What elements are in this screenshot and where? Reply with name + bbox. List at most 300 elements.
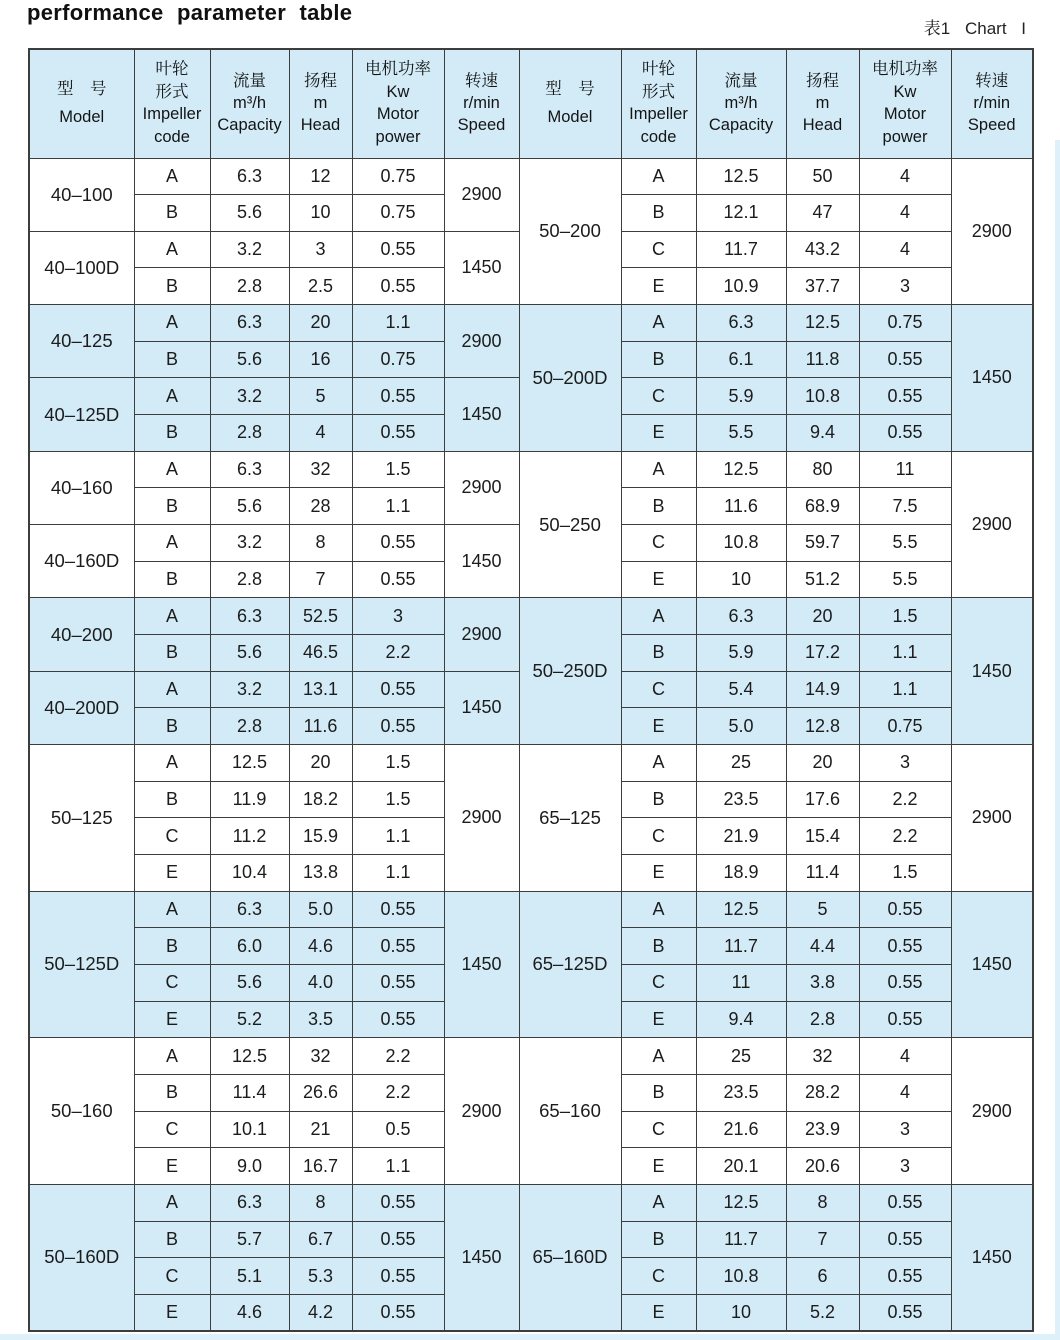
power-cell: 5.5 — [859, 525, 951, 562]
capacity-cell: 3.2 — [210, 525, 289, 562]
speed-cell: 1450 — [444, 378, 519, 451]
capacity-cell: 25 — [696, 745, 786, 782]
model-cell: 40–200D — [29, 671, 134, 744]
head-cell: 5.3 — [289, 1258, 352, 1295]
header-head-right — [786, 49, 859, 158]
page-edge-right — [1055, 140, 1060, 1340]
capacity-cell: 5.6 — [210, 488, 289, 525]
header-capacity-right — [696, 49, 786, 158]
impeller-code-cell: E — [621, 415, 696, 452]
speed-cell: 1450 — [951, 598, 1033, 745]
model-cell: 40–100D — [29, 231, 134, 304]
head-cell: 7 — [289, 561, 352, 598]
header-speed-left — [444, 49, 519, 158]
header-line: 叶轮 — [642, 60, 675, 79]
head-cell: 32 — [289, 451, 352, 488]
model-cell: 40–160 — [29, 451, 134, 524]
power-cell: 1.1 — [352, 488, 444, 525]
power-cell: 0.55 — [859, 378, 951, 415]
power-cell: 0.55 — [352, 1258, 444, 1295]
impeller-code-cell: B — [134, 781, 210, 818]
capacity-cell: 6.3 — [210, 158, 289, 195]
impeller-code-cell: A — [134, 305, 210, 342]
header-line: 型 号 — [57, 79, 107, 98]
impeller-code-cell: A — [621, 451, 696, 488]
header-line: m³/h — [233, 94, 266, 113]
capacity-cell: 5.6 — [210, 964, 289, 1001]
capacity-cell: 10.9 — [696, 268, 786, 305]
power-cell: 3 — [859, 268, 951, 305]
capacity-cell: 6.3 — [210, 451, 289, 488]
capacity-cell: 6.3 — [696, 305, 786, 342]
header-line: power — [882, 127, 928, 146]
power-cell: 0.5 — [352, 1111, 444, 1148]
capacity-cell: 4.6 — [210, 1294, 289, 1331]
head-cell: 15.4 — [786, 818, 859, 855]
head-cell: 50 — [786, 158, 859, 195]
header-line: 形式 — [155, 82, 189, 101]
impeller-code-cell: B — [621, 341, 696, 378]
model-cell: 50–125D — [29, 891, 134, 1038]
impeller-code-cell: A — [134, 891, 210, 928]
header-line: 电机功率 — [365, 60, 431, 79]
impeller-code-cell: A — [621, 891, 696, 928]
capacity-cell: 11.6 — [696, 488, 786, 525]
head-cell: 23.9 — [786, 1111, 859, 1148]
capacity-cell: 2.8 — [210, 708, 289, 745]
power-cell: 1.1 — [859, 635, 951, 672]
capacity-cell: 20.1 — [696, 1148, 786, 1185]
speed-cell: 1450 — [444, 891, 519, 1038]
speed-cell: 2900 — [951, 451, 1033, 598]
head-cell: 5.0 — [289, 891, 352, 928]
power-cell: 0.55 — [352, 415, 444, 452]
impeller-code-cell: C — [621, 1258, 696, 1295]
head-cell: 16.7 — [289, 1148, 352, 1185]
power-cell: 2.2 — [352, 1074, 444, 1111]
impeller-code-cell: A — [134, 671, 210, 708]
speed-cell: 2900 — [444, 305, 519, 378]
power-cell: 0.55 — [859, 1001, 951, 1038]
header-line: Impeller — [629, 105, 688, 124]
head-cell: 5 — [786, 891, 859, 928]
head-cell: 32 — [786, 1038, 859, 1075]
power-cell: 3 — [859, 745, 951, 782]
power-cell: 5.5 — [859, 561, 951, 598]
model-cell: 50–200D — [519, 305, 621, 452]
head-cell: 4.2 — [289, 1294, 352, 1331]
power-cell: 2.2 — [352, 635, 444, 672]
impeller-code-cell: A — [134, 378, 210, 415]
head-cell: 12 — [289, 158, 352, 195]
head-cell: 7 — [786, 1221, 859, 1258]
speed-cell: 2900 — [951, 745, 1033, 892]
capacity-cell: 18.9 — [696, 854, 786, 891]
speed-cell: 1450 — [444, 1184, 519, 1331]
header-line: 流量 — [233, 71, 266, 90]
model-cell: 65–125D — [519, 891, 621, 1038]
capacity-cell: 11 — [696, 964, 786, 1001]
impeller-code-cell: E — [134, 854, 210, 891]
power-cell: 0.75 — [859, 708, 951, 745]
capacity-cell: 5.5 — [696, 415, 786, 452]
impeller-code-cell: A — [134, 158, 210, 195]
capacity-cell: 6.0 — [210, 928, 289, 965]
capacity-cell: 9.0 — [210, 1148, 289, 1185]
model-cell: 65–160D — [519, 1184, 621, 1331]
power-cell: 4 — [859, 158, 951, 195]
impeller-code-cell: E — [134, 1001, 210, 1038]
power-cell: 0.55 — [859, 415, 951, 452]
impeller-code-cell: E — [134, 1148, 210, 1185]
header-line: power — [375, 127, 421, 146]
capacity-cell: 12.5 — [696, 451, 786, 488]
capacity-cell: 3.2 — [210, 671, 289, 708]
power-cell: 1.5 — [352, 781, 444, 818]
header-line: Capacity — [217, 116, 282, 135]
power-cell: 1.5 — [859, 598, 951, 635]
table-row — [29, 305, 1033, 342]
header-line: Model — [547, 108, 593, 127]
chart-number-label: 表1 Chart I — [923, 19, 1026, 38]
head-cell: 21 — [289, 1111, 352, 1148]
impeller-code-cell: B — [621, 195, 696, 232]
impeller-code-cell: A — [134, 525, 210, 562]
impeller-code-cell: E — [621, 268, 696, 305]
power-cell: 0.55 — [859, 1294, 951, 1331]
power-cell: 0.55 — [352, 928, 444, 965]
header-line: m³/h — [724, 94, 758, 113]
speed-cell: 1450 — [444, 231, 519, 304]
impeller-code-cell: E — [621, 1001, 696, 1038]
capacity-cell: 5.6 — [210, 195, 289, 232]
capacity-cell: 6.3 — [210, 1184, 289, 1221]
speed-cell: 2900 — [951, 158, 1033, 305]
power-cell: 0.55 — [352, 231, 444, 268]
header-impeller-left — [134, 49, 210, 158]
power-cell: 0.75 — [352, 341, 444, 378]
page-title: performance parameter table — [27, 0, 353, 25]
impeller-code-cell: B — [621, 488, 696, 525]
capacity-cell: 10.1 — [210, 1111, 289, 1148]
impeller-code-cell: B — [621, 1221, 696, 1258]
capacity-cell: 10 — [696, 561, 786, 598]
head-cell: 51.2 — [786, 561, 859, 598]
capacity-cell: 11.2 — [210, 818, 289, 855]
impeller-code-cell: C — [621, 525, 696, 562]
power-cell: 0.75 — [352, 195, 444, 232]
header-line: 电机功率 — [872, 60, 938, 79]
head-cell: 80 — [786, 451, 859, 488]
impeller-code-cell: C — [621, 671, 696, 708]
impeller-code-cell: B — [621, 1074, 696, 1111]
model-cell: 40–125D — [29, 378, 134, 451]
head-cell: 8 — [289, 525, 352, 562]
power-cell: 1.1 — [352, 818, 444, 855]
capacity-cell: 2.8 — [210, 561, 289, 598]
speed-cell: 2900 — [444, 1038, 519, 1185]
speed-cell: 2900 — [444, 598, 519, 671]
impeller-code-cell: C — [134, 1258, 210, 1295]
power-cell: 0.55 — [352, 964, 444, 1001]
head-cell: 12.5 — [786, 305, 859, 342]
header-power-left — [352, 49, 444, 158]
power-cell: 0.55 — [352, 708, 444, 745]
power-cell: 4 — [859, 1038, 951, 1075]
power-cell: 0.55 — [352, 1184, 444, 1221]
capacity-cell: 9.4 — [696, 1001, 786, 1038]
page-edge-bottom — [0, 1334, 1060, 1340]
impeller-code-cell: A — [621, 745, 696, 782]
impeller-code-cell: B — [134, 195, 210, 232]
power-cell: 0.55 — [859, 1221, 951, 1258]
capacity-cell: 5.6 — [210, 635, 289, 672]
header-line: Speed — [967, 116, 1016, 135]
capacity-cell: 6.3 — [210, 305, 289, 342]
header-line: 型 号 — [545, 79, 595, 98]
capacity-cell: 11.7 — [696, 1221, 786, 1258]
table-row — [29, 451, 1033, 488]
capacity-cell: 2.8 — [210, 268, 289, 305]
capacity-cell: 5.9 — [696, 635, 786, 672]
power-cell: 0.55 — [859, 1258, 951, 1295]
head-cell: 12.8 — [786, 708, 859, 745]
speed-cell: 1450 — [951, 1184, 1033, 1331]
head-cell: 8 — [289, 1184, 352, 1221]
capacity-cell: 5.0 — [696, 708, 786, 745]
impeller-code-cell: E — [621, 1148, 696, 1185]
header-line: Speed — [457, 116, 506, 135]
model-cell: 65–160 — [519, 1038, 621, 1185]
head-cell: 11.6 — [289, 708, 352, 745]
header-model-left — [29, 49, 134, 158]
capacity-cell: 10 — [696, 1294, 786, 1331]
head-cell: 28 — [289, 488, 352, 525]
head-cell: 17.6 — [786, 781, 859, 818]
header-line: m — [815, 94, 830, 113]
impeller-code-cell: A — [134, 451, 210, 488]
header-line: 流量 — [724, 71, 758, 90]
impeller-code-cell: B — [134, 708, 210, 745]
impeller-code-cell: A — [621, 598, 696, 635]
speed-cell: 1450 — [951, 891, 1033, 1038]
speed-cell: 2900 — [444, 451, 519, 524]
head-cell: 17.2 — [786, 635, 859, 672]
impeller-code-cell: E — [621, 854, 696, 891]
speed-cell: 1450 — [951, 305, 1033, 452]
head-cell: 6.7 — [289, 1221, 352, 1258]
capacity-cell: 10.8 — [696, 525, 786, 562]
header-head-left — [289, 49, 352, 158]
impeller-code-cell: E — [621, 1294, 696, 1331]
capacity-cell: 21.9 — [696, 818, 786, 855]
impeller-code-cell: A — [134, 231, 210, 268]
speed-cell: 1450 — [444, 671, 519, 744]
capacity-cell: 23.5 — [696, 781, 786, 818]
header-line: Model — [59, 108, 105, 127]
impeller-code-cell: C — [621, 818, 696, 855]
head-cell: 46.5 — [289, 635, 352, 672]
head-cell: 6 — [786, 1258, 859, 1295]
capacity-cell: 3.2 — [210, 231, 289, 268]
header-capacity-left — [210, 49, 289, 158]
impeller-code-cell: C — [621, 964, 696, 1001]
impeller-code-cell: C — [621, 231, 696, 268]
power-cell: 0.55 — [352, 525, 444, 562]
head-cell: 59.7 — [786, 525, 859, 562]
head-cell: 4.6 — [289, 928, 352, 965]
header-line: m — [313, 94, 328, 113]
model-cell: 50–125 — [29, 745, 134, 892]
head-cell: 3.8 — [786, 964, 859, 1001]
head-cell: 37.7 — [786, 268, 859, 305]
table-row — [29, 1184, 1033, 1221]
impeller-code-cell: A — [134, 598, 210, 635]
capacity-cell: 5.7 — [210, 1221, 289, 1258]
head-cell: 3 — [289, 231, 352, 268]
header-model-right — [519, 49, 621, 158]
table-row — [29, 158, 1033, 195]
head-cell: 32 — [289, 1038, 352, 1075]
head-cell: 5 — [289, 378, 352, 415]
capacity-cell: 5.9 — [696, 378, 786, 415]
power-cell: 2.2 — [352, 1038, 444, 1075]
head-cell: 10.8 — [786, 378, 859, 415]
capacity-cell: 10.4 — [210, 854, 289, 891]
impeller-code-cell: B — [134, 635, 210, 672]
power-cell: 0.55 — [352, 891, 444, 928]
impeller-code-cell: C — [621, 378, 696, 415]
head-cell: 10 — [289, 195, 352, 232]
model-cell: 50–250 — [519, 451, 621, 598]
header-line: code — [154, 127, 190, 146]
power-cell: 0.55 — [352, 1221, 444, 1258]
power-cell: 2.2 — [859, 781, 951, 818]
power-cell: 0.75 — [352, 158, 444, 195]
capacity-cell: 11.4 — [210, 1074, 289, 1111]
capacity-cell: 12.5 — [210, 745, 289, 782]
head-cell: 20.6 — [786, 1148, 859, 1185]
power-cell: 1.5 — [859, 854, 951, 891]
performance-parameter-table — [28, 48, 1034, 1332]
capacity-cell: 6.1 — [696, 341, 786, 378]
head-cell: 13.1 — [289, 671, 352, 708]
power-cell: 1.1 — [859, 671, 951, 708]
header-power-right — [859, 49, 951, 158]
power-cell: 2.2 — [859, 818, 951, 855]
header-line: Capacity — [708, 116, 774, 135]
table-row — [29, 598, 1033, 635]
impeller-code-cell: B — [621, 635, 696, 672]
impeller-code-cell: C — [134, 964, 210, 1001]
impeller-code-cell: E — [621, 561, 696, 598]
power-cell: 1.1 — [352, 1148, 444, 1185]
header-line: Motor — [883, 105, 927, 124]
capacity-cell: 6.3 — [696, 598, 786, 635]
speed-cell: 2900 — [444, 745, 519, 892]
head-cell: 52.5 — [289, 598, 352, 635]
power-cell: 1.5 — [352, 745, 444, 782]
model-cell: 65–125 — [519, 745, 621, 892]
power-cell: 3 — [859, 1111, 951, 1148]
power-cell: 11 — [859, 451, 951, 488]
power-cell: 0.55 — [859, 1184, 951, 1221]
capacity-cell: 11.7 — [696, 928, 786, 965]
header-line: 扬程 — [806, 71, 839, 90]
power-cell: 1.1 — [352, 305, 444, 342]
capacity-cell: 12.5 — [696, 891, 786, 928]
capacity-cell: 23.5 — [696, 1074, 786, 1111]
header-line: Kw — [893, 82, 917, 101]
header-line: 叶轮 — [155, 60, 189, 79]
capacity-cell: 5.6 — [210, 341, 289, 378]
power-cell: 3 — [859, 1148, 951, 1185]
head-cell: 11.8 — [786, 341, 859, 378]
impeller-code-cell: C — [134, 1111, 210, 1148]
head-cell: 5.2 — [786, 1294, 859, 1331]
power-cell: 0.55 — [352, 378, 444, 415]
impeller-code-cell: C — [621, 1111, 696, 1148]
power-cell: 0.55 — [352, 561, 444, 598]
head-cell: 4.0 — [289, 964, 352, 1001]
head-cell: 20 — [289, 305, 352, 342]
power-cell: 0.55 — [352, 268, 444, 305]
power-cell: 0.55 — [859, 928, 951, 965]
model-cell: 50–160 — [29, 1038, 134, 1185]
impeller-code-cell: E — [621, 708, 696, 745]
power-cell: 4 — [859, 195, 951, 232]
capacity-cell: 12.1 — [696, 195, 786, 232]
head-cell: 13.8 — [289, 854, 352, 891]
head-cell: 20 — [289, 745, 352, 782]
capacity-cell: 6.3 — [210, 891, 289, 928]
model-cell: 50–160D — [29, 1184, 134, 1331]
capacity-cell: 5.2 — [210, 1001, 289, 1038]
power-cell: 4 — [859, 1074, 951, 1111]
speed-cell: 2900 — [444, 158, 519, 231]
head-cell: 18.2 — [289, 781, 352, 818]
power-cell: 3 — [352, 598, 444, 635]
header-line: code — [640, 127, 677, 146]
power-cell: 0.55 — [352, 1294, 444, 1331]
head-cell: 20 — [786, 598, 859, 635]
impeller-code-cell: B — [621, 928, 696, 965]
head-cell: 4 — [289, 415, 352, 452]
head-cell: 14.9 — [786, 671, 859, 708]
power-cell: 1.5 — [352, 451, 444, 488]
header-line: Kw — [386, 82, 410, 101]
header-line: r/min — [463, 94, 500, 113]
head-cell: 3.5 — [289, 1001, 352, 1038]
capacity-cell: 25 — [696, 1038, 786, 1075]
head-cell: 9.4 — [786, 415, 859, 452]
impeller-code-cell: B — [134, 1074, 210, 1111]
header-line: Impeller — [142, 105, 202, 124]
head-cell: 11.4 — [786, 854, 859, 891]
capacity-cell: 5.4 — [696, 671, 786, 708]
header-line: r/min — [973, 94, 1011, 113]
power-cell: 0.55 — [859, 964, 951, 1001]
header-line: Head — [802, 116, 843, 135]
speed-cell: 1450 — [444, 525, 519, 598]
table-row — [29, 1038, 1033, 1075]
capacity-cell: 6.3 — [210, 598, 289, 635]
capacity-cell: 10.8 — [696, 1258, 786, 1295]
impeller-code-cell: A — [134, 1184, 210, 1221]
head-cell: 43.2 — [786, 231, 859, 268]
head-cell: 2.5 — [289, 268, 352, 305]
model-cell: 40–200 — [29, 598, 134, 671]
